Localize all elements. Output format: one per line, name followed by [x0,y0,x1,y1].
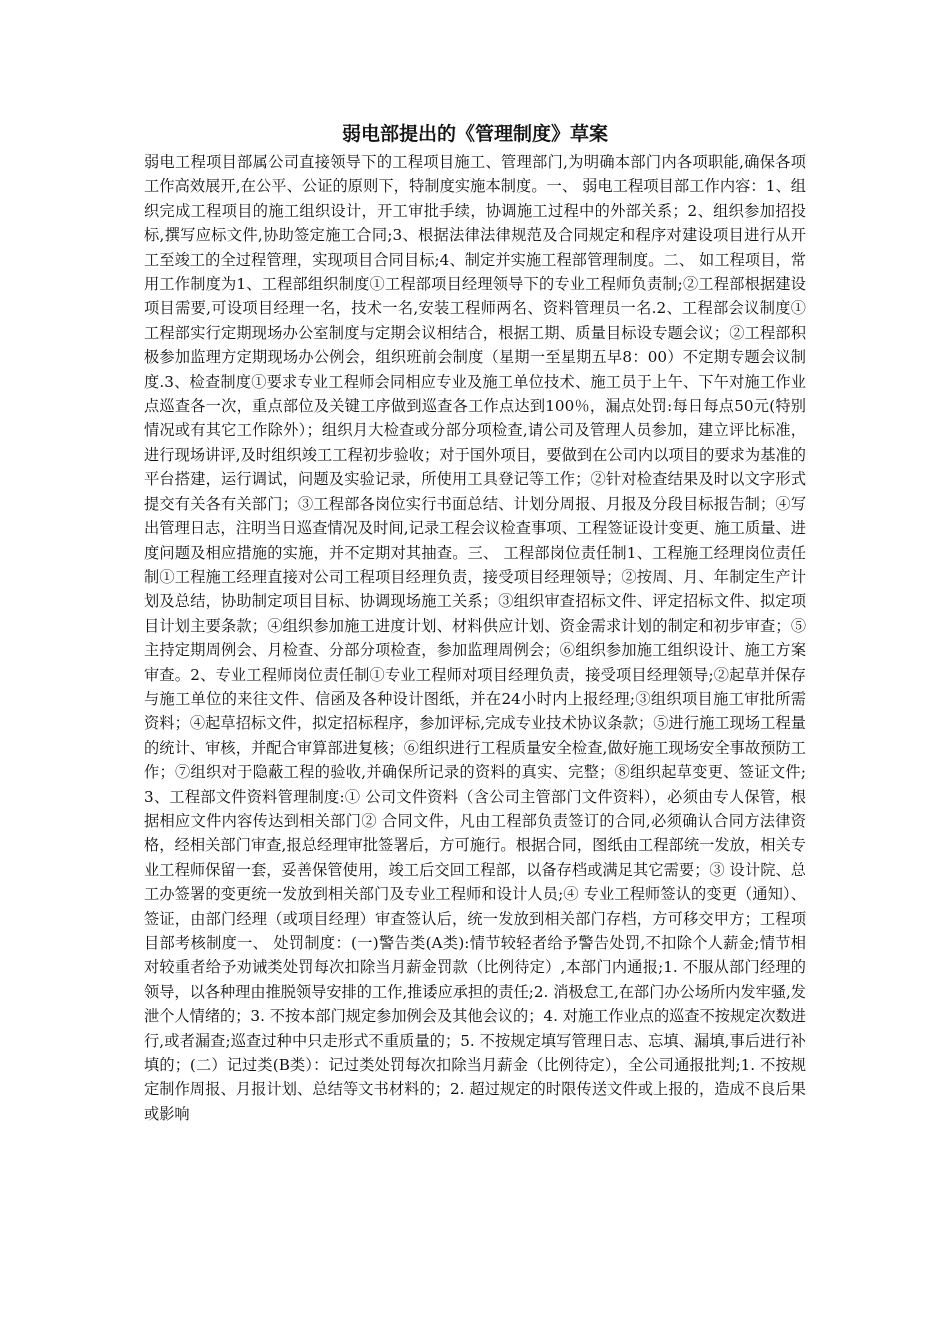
document-title: 弱电部提出的《管理制度》草案 [341,123,608,145]
document-body-text: 弱电工程项目部属公司直接领导下的工程项目施工、管理部门,为明确本部门内各项职能,确保各项工作高效展开,在公平、公证的原则下，特制度实施本制度。一、 弱电工程项目部工作内容：1、组织完成工程项目的施工组织设计，开工审批手续，协调施工过程中的外部关系；2、组织参加招投标,撰写应标文件,协助签定施工合同;3、根据法律法律规范及合同规定和程序对建设项目进行从开工至竣工的全过程管理，实现项目合同目标;4、制定并实施工程部管理制度。二、 如工程项目，常用工作制度为1、工程部组织制度①工程部项目经理领导下的专业工程师负责制;②工程部根据建设项目需要,可设项目经理一名，技术一名,安装工程师两名、资料管理员一名.2、工程部会议制度①工程部实行定期现场办公室制度与定期会议相结合，根据工期、质量目标设专题会议；②工程部积极参加监理方定期现场办公例会，组织班前会制度（星期一至星期五早8：00）不定期专题会议制度.3、检查制度①要求专业工程师会同相应专业及施工单位技术、施工员于上午、下午对施工作业点巡查各一次，重点部位及关键工序做到巡查各工作点达到100％，漏点处罚:每日每点50元(特别情况或有其它工作除外）；组织月大检查或分部分项检查,请公司及管理人员参加，建立评比标准，进行现场讲评,及时组织竣工工程初步验收；对于国外项目，要做到在公司内以项目的要求为基准的平台搭建，运行调试，问题及实验记录，所使用工具登记等工作；②针对检查结果及时以文字形式提交有关各有关部门；③工程部各岗位实行书面总结、计划分周报、月报及分段目标报告制；④写出管理日志，注明当日巡查情况及时间,记录工程会议检查事项、工程签证设计变更、施工质量、进度问题及相应措施的实施，并不定期对其抽查。三、 工程部岗位责任制1、工程施工经理岗位责任制①工程施工经理直接对公司工程项目经理负责，接受项目经理领导；②按周、月、年制定生产计划及总结，协助制定项目目标、协调现场施工关系；③组织审查招标文件、评定招标文件、拟定项目计划主要条款；④组织参加施工进度计划、材料供应计划、资金需求计划的制定和初步审查；⑤主持定期周例会、月检查、分部分项检查，参加监理周例会；⑥组织参加施工组织设计、施工方案审查。2、专业工程师岗位责任制①专业工程师对项目经理负责，接受项目经理领导;②起草并保存与施工单位的来往文件、信函及各种设计图纸，并在24小时内上报经理;③组织项目施工审批所需资料；④起草招标文件，拟定招标程序，参加评标,完成专业技术协议条款；⑤进行施工现场工程量的统计、审核，并配合审算部进复核；⑥组织进行工程质量安全检查,做好施工现场安全事故预防工作；⑦组织对于隐蔽工程的验收,并确保所记录的资料的真实、完整；⑧组织起草变更、签证文件;3、工程部文件资料管理制度:① 公司文件资料（含公司主管部门文件资料），必须由专人保管，根据相应文件内容传达到相关部门② 合同文件，凡由工程部负责签订的合同,必须确认合同方法律资格，经相关部门审查,报总经理审批签署后，方可施行。根据合同，图纸由工程部统一发放，相关专业工程师保留一套，妥善保管使用，竣工后交回工程部，以备存档或满足其它需要；③ 设计院、总工办签署的变更统一发放到相关部门及专业工程师和设计人员;④ 专业工程师签认的变更（通知）、签证，由部门经理（或项目经理）审查签认后，统一发放到相关部门存档，方可移交甲方；工程项目部考核制度一、 处罚制度：(一)警告类(A类):情节较轻者给予警告处罚,不扣除个人薪金;情节相对较重者给予劝诫类处罚每次扣除当月薪金罚款（比例待定）,本部门内通报;1. 不服从部门经理的领导，以各种理由推脱领导安排的工作,推诿应承担的责任;2. 消极怠工,在部门办公场所内发牢骚,发泄个人情绪的；3. 不按本部门规定参加例会及其他会议的；4. 对施工作业点的巡查不按规定次数进行,或者漏查;巡查过种中只走形式不重质量的；5. 不按规定填写管理日志、忘填、漏填,事后进行补填的；(二）记过类(B类）：记过类处罚每次扣除当月薪金（比例待定），全公司通报批判;1. 不按规定制作周报、月报计划、总结等文书材料的；2. 超过规定的时限传送文件或上报的，造成不良后果或影响 [144,153,806,1123]
